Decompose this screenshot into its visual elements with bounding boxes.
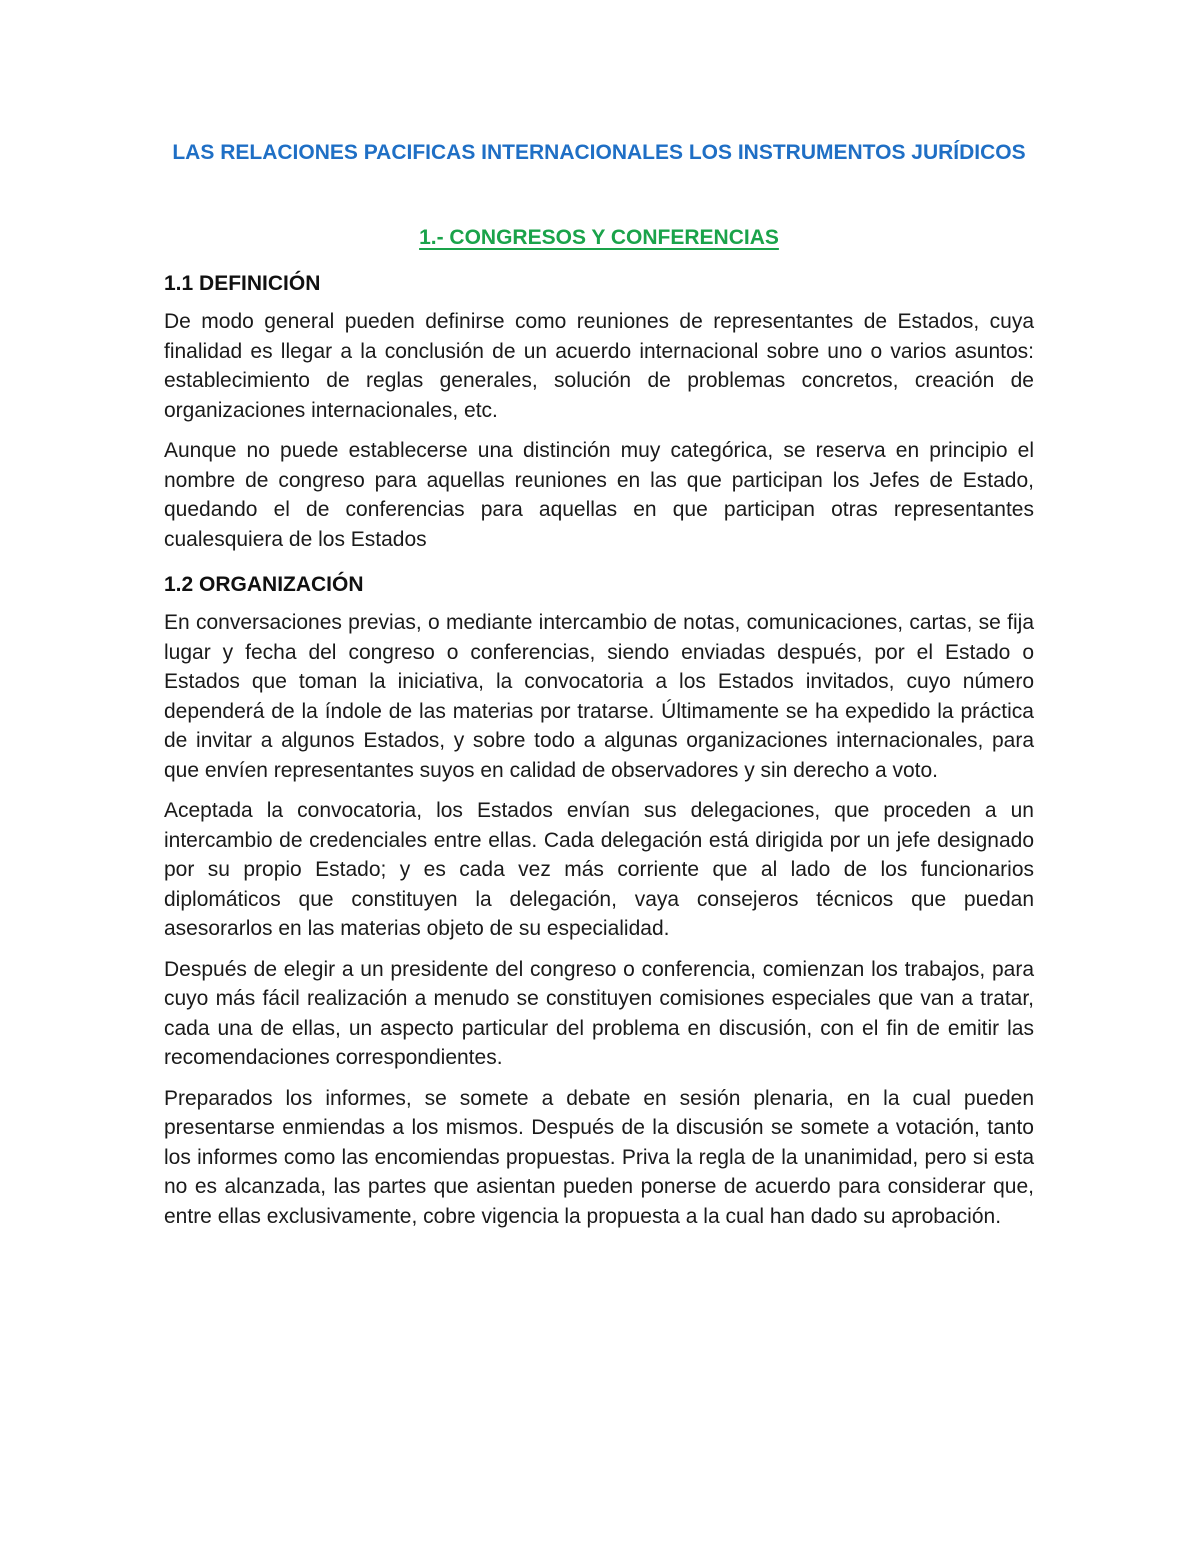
paragraph-organizacion-1: En conversaciones previas, o mediante intercambio de notas, comunicaciones, cartas, se fija lugar y fecha del congreso o conferencias, siendo enviadas después, por el Estado o Estados que toman la iniciativa, la convocatoria a los Estados invitados, cuyo número dependerá de la índole de las materias por tratarse. Últimamente se ha expedido la práctica de invitar a algunos Estados, y sobre todo a algunas organizaciones internacionales, para que envíen representantes suyos en calidad de observadores y sin derecho a voto. <box>164 611 1034 782</box>
paragraph-organizacion-3: Después de elegir a un presidente del congreso o conferencia, comienzan los trabajos, para cuyo más fácil realización a menudo se constituyen comisiones especiales que van a tratar, cada una de ellas, un aspecto particular del problema en discusión, con el fin de emitir las recomendaciones correspondientes. <box>164 957 1034 1069</box>
subsection-heading-definicion: 1.1 DEFINICIÓN <box>164 272 321 295</box>
section-heading-text: 1.- CONGRESOS Y CONFERENCIAS <box>419 226 779 249</box>
paragraph-definicion-2: Aunque no puede establecerse una distinción muy categórica, se reserva en principio el nombre de congreso para aquellas reuniones en las que participan los Jefes de Estado, quedando el de conferencias para aquellas en que participan otras representantes cualesquiera de los Estados <box>164 439 1034 551</box>
section-heading-congresos <box>164 223 1034 253</box>
paragraph-organizacion-2: Aceptada la convocatoria, los Estados envían sus delegaciones, que proceden a un intercambio de credenciales entre ellas. Cada delegación está dirigida por un jefe designado por su propio Estado; y es cada vez más corriente que al lado de los funcionarios diplomáticos que constituyen la delegación, vaya consejeros técnicos que puedan asesorarlos en las materias objeto de su especialidad. <box>164 799 1034 940</box>
document-title: LAS RELACIONES PACIFICAS INTERNACIONALES LOS INSTRUMENTOS JURÍDICOS <box>172 141 1026 164</box>
paragraph-definicion-1: De modo general pueden definirse como reuniones de representantes de Estados, cuya finalidad es llegar a la conclusión de un acuerdo internacional sobre uno o varios asuntos: establecimiento de reglas generales, solución de problemas concretos, creación de organizaciones internacionales, etc. <box>164 310 1034 422</box>
paragraph-organizacion-4: Preparados los informes, se somete a debate en sesión plenaria, en la cual pueden presentarse enmiendas a los mismos. Después de la discusión se somete a votación, tanto los informes como las encomiendas propuestas. Priva la regla de la unanimidad, pero si esta no es alcanzada, las partes que asientan pueden ponerse de acuerdo para considerar que, entre ellas exclusivamente, cobre vigencia la propuesta a la cual han dado su aprobación. <box>164 1086 1034 1228</box>
subsection-heading-organizacion: 1.2 ORGANIZACIÓN <box>164 573 364 596</box>
document-page <box>164 138 1034 1231</box>
